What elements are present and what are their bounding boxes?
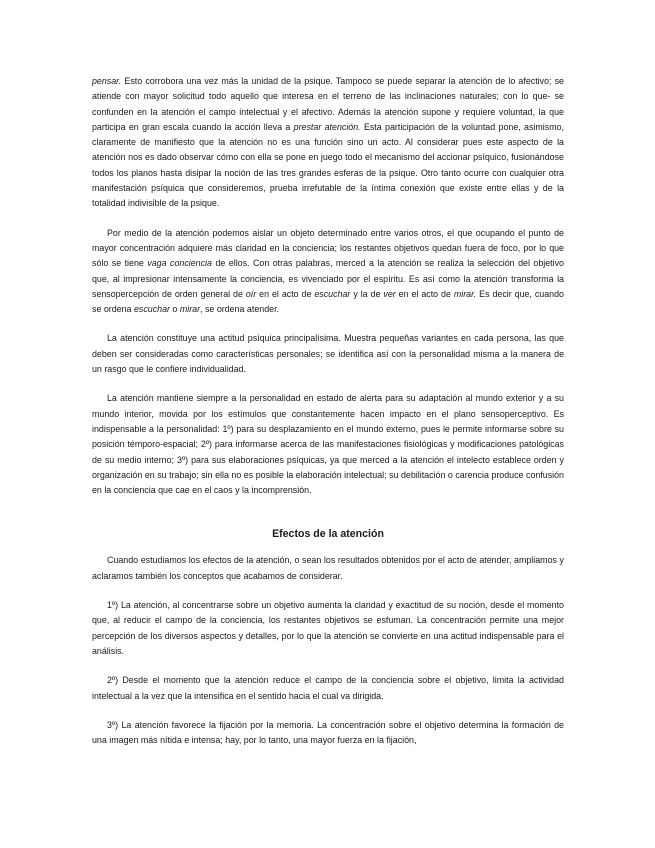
text-run: Es decir que, cuando se ordena bbox=[92, 288, 564, 315]
paragraph bbox=[92, 673, 564, 704]
italic-text: escuchar bbox=[314, 288, 351, 299]
text-run: Esta participación de la voluntad pone, asimismo, claramente de manifiesto que la atención no es una función sino un acto. Al considerar pues este aspecto de la atención nos es dado observar cómo con ella se pone en juego todo el mecanismo del accionar psíquico, fusionándose todos los planos hasta disipar la noción de las tres grandes esferas de la psique. Otro tanto ocurre con cualquier otra manifestación psíquica que consideremos, prueba irrefutable de la íntima conexión que existe entre ellas y de la totalidad indivisible de la psique. bbox=[92, 121, 564, 209]
text-run: Cuando estudiamos los efectos de la atención, o sean los resultados obtenidos por el acto de atender, ampliamos y aclaramos también los conceptos que acabamos de considerar. bbox=[92, 555, 564, 581]
italic-text: oír bbox=[245, 288, 257, 299]
text-run: en el acto de bbox=[395, 288, 454, 299]
text-run: La atención mantiene siempre a la personalidad en estado de alerta para su adaptación al mundo exterior y a su mundo interior, movida por los estímulos que constantemente hacen impacto en el plano sensoperceptivo. Es indispensable a la personalidad: 1º) para su desplazamiento en el mundo externo, pues le permite informarse sobre su posición témporo-espacial; 2º) para informarse acerca de las manifestaciones fisiológicas y modificaciones patológicas de su medio interno; 3º) para sus elaboraciones psíquicas, ya que merced a la atención el intelecto establece orden y organización en su trabajo; sin ella no es posible la elaboración intelectual; su debilitación o carencia produce confusión en la conciencia que cae en el caos y la incomprensión. bbox=[92, 393, 564, 496]
italic-text: mirar. bbox=[453, 288, 477, 299]
paragraph bbox=[92, 226, 564, 318]
text-run: de ellos. Con otras palabras, merced a la atención se realiza la selección del objetivo que, al impresionar intensamente la conciencia, es vivenciado por el espíritu. Es así como la atención transforma la sensopercepción de orden general de bbox=[92, 258, 564, 299]
paragraph bbox=[92, 718, 564, 749]
text-run: La atención constituye una actitud psíquica principalísima. Muestra pequeñas variantes en cada persona, las que deben ser consideradas como características personales; se identifica así con la personalidad misma a la manera de un rasgo que le confiere individualidad. bbox=[92, 333, 564, 375]
text-run: en el acto de bbox=[256, 288, 315, 299]
paragraph bbox=[92, 553, 564, 584]
document-page bbox=[92, 74, 564, 762]
body-text bbox=[92, 74, 564, 498]
text-run: , se ordena atender. bbox=[200, 304, 280, 315]
text-run: Esto corrobora una vez más la unidad de la psique. Tampoco se puede separar la atención de lo afectivo; se atiende con mayor solicitud todo aquello que interesa en el terreno de las inclinaciones naturales; con lo que- se confunden en la atención el campo intelectual y el afectivo. Además la atención supone y requiere voluntad, la que participa en gran escala cuando la acción lleva a bbox=[92, 76, 564, 132]
italic-text: ver bbox=[383, 288, 396, 299]
italic-text: mirar bbox=[179, 304, 201, 315]
italic-text: prestar atención. bbox=[293, 121, 361, 132]
paragraph bbox=[92, 74, 564, 212]
text-run: y la de bbox=[350, 288, 384, 299]
text-run: Por medio de la atención podemos aislar un objeto determinado entre varios otros, el que ocupando el punto de mayor concentración adquiere más claridad en la conciencia; los restantes objetivos quedan fuera de foco, por lo que sólo se tiene bbox=[92, 227, 564, 269]
section-body-text bbox=[92, 553, 564, 748]
italic-text: escuchar bbox=[133, 304, 170, 315]
paragraph bbox=[92, 331, 564, 377]
section-heading: Efectos de la atención bbox=[272, 528, 384, 541]
text-run: 2º) Desde el momento que la atención reduce el campo de la conciencia sobre el objetivo, limita la actividad intelectual a la vez que la intensifica en el sentido hacia el cual va dirigida. bbox=[92, 675, 564, 701]
text-run: 3º) La atención favorece la fijación por la memoria. La concentración sobre el objetivo determina la formación de una imagen más nítida e intensa; hay, por lo tanto, una mayor fuerza en la fijación, bbox=[92, 719, 564, 746]
italic-text: pensar. bbox=[92, 76, 122, 86]
italic-text: vaga conciencia bbox=[147, 258, 212, 269]
text-run: o bbox=[169, 304, 180, 315]
paragraph bbox=[92, 391, 564, 498]
text-run: 1º) La atención, al concentrarse sobre un objetivo aumenta la claridad y exactitud de su noción, desde el momento que, al reducir el campo de la conciencia, los restantes objetivos se esfuman. La concentración permite una mejor percepción de los diversos aspectos y detalles, por lo que la atención se convierte en una actitud indispensable para el análisis. bbox=[92, 600, 564, 656]
paragraph bbox=[92, 598, 564, 659]
